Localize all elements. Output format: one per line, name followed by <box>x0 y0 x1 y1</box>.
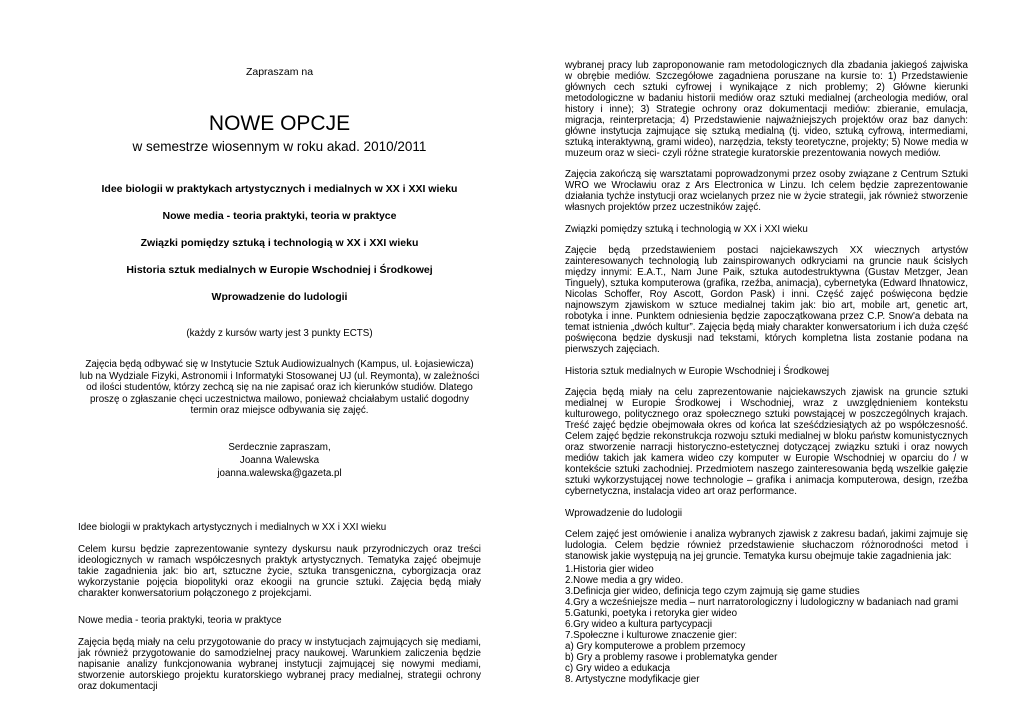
workshop-note: Zajęcia zakończą się warsztatami poprowadzonymi przez osoby związane z Centrum Sztuki WRO we Wrocławiu oraz z Ars Electronica w Linzu. Ich celem będzie zaprezentowanie działania tychże instytucji oraz wcielanych przez nie w życie strategii, jak również stworzenie własnych projektów przez uczestników zajęć. <box>565 169 968 213</box>
ludology-topic: 5.Gatunki, poetyka i retoryka gier wideo <box>565 608 738 619</box>
course-heading-art-technology: Związki pomiędzy sztuką i technologią w XX i XXI wieku <box>140 237 419 249</box>
email-address: joanna.walewska@gazeta.pl <box>217 467 342 479</box>
section-media-history-heading: Historia sztuk medialnych w Europie Wschodniej i Środkowej <box>565 366 830 377</box>
course-heading-ludology: Wprowadzenie do ludologii <box>211 291 348 303</box>
right-column <box>565 0 968 725</box>
ludology-topic: 7.Społeczne i kulturowe znaczenie gier: <box>565 630 738 641</box>
ludology-topic: c) Gry wideo a edukacja <box>565 663 671 674</box>
closing-line: Serdecznie zapraszam, <box>228 441 331 453</box>
section-new-media-heading: Nowe media - teoria praktyki, teoria w praktyce <box>78 614 282 626</box>
left-column <box>78 0 481 725</box>
location-note: Zajęcia będą odbywać się w Instytucie Sztuk Audiowizualnych (Kampus, ul. Łojasiewicza) lub na Wydziale Fizyki, Astronomii i Informatyki Stosowanej UJ (ul. Reymonta), w zależności od ilości studentów, którzy zechcą się na nie zapisać oraz ich kierunków studiów. Dlatego proszę o zgłaszanie chęci uczestnictwa mailowo, ponieważ chciałabym ustalić dogodny termin oraz miejsce odbywania się zajęć. <box>79 359 480 416</box>
ludology-topic: 3.Definicja gier wideo, definicja tego czym zajmują się game studies <box>565 586 860 597</box>
ludology-topic: 1.Historia gier wideo <box>565 564 654 575</box>
ludology-topic: 8. Artystyczne modyfikacje gier <box>565 674 700 685</box>
ludology-topic: a) Gry komputerowe a problem przemocy <box>565 641 746 652</box>
ludology-topic: b) Gry a problemy rasowe i problematyka gender <box>565 652 778 663</box>
section-biology-heading: Idee biologii w praktykach artystycznych i medialnych w XX i XXI wieku <box>78 521 387 533</box>
document-title: NOWE OPCJE <box>208 112 351 135</box>
section-ludology-body: Celem zajęć jest omówienie i analiza wybranych zjawisk z zakresu badań, jakimi zajmuje się ludologia. Celem będzie również przedstawienie słuchaczom różnorodności metod i stanowisk jakie występują na jej gruncie. Tematyka kursu obejmuje takie zagadnienia jak: <box>565 529 968 562</box>
course-heading-biology: Idee biologii w praktykach artystycznych i medialnych w XX i XXI wieku <box>101 183 458 195</box>
section-new-media <box>78 615 481 692</box>
invitation-intro: Zapraszam na <box>245 66 314 78</box>
signature: Joanna Walewska <box>239 454 320 466</box>
course-heading-list <box>78 182 481 304</box>
section-media-history-body: Zajęcia będą miały na celu zaprezentowanie najciekawszych zjawisk na gruncie sztuki medialnej w Europie Środkowej i Wschodniej, wraz z uwzględnieniem kontekstu kulturowego, politycznego oraz społecznego sztuki powstającej w poszczególnych krajach. Treść zajęć będzie obejmowała okres od końca lat sześćdziesiątych aż po współczesność. Celem zajęć będzie rekonstrukcja rozwoju sztuki medialnej w bloku państw komunistycznych oraz stworzenie narracji historyczno-estetycznej dotyczącej związku sztuki i oraz nowych mediów takich jak kamera wideo czy komputer w Europie Wschodniej w oparciu do / w kontekście sztuki zachodniej. Przedmiotem naszego zainteresowania będą wszelkie gałęzie sztuki wykorzystującej nowe technologie – grafika i animacja komputerowa, design, rzeźba cybernetyczna, instalacja video art oraz performance. <box>565 387 968 497</box>
ludology-topic-list <box>565 564 968 685</box>
section-art-technology-body: Zajęcie będą przedstawieniem postaci najciekawszych XX wiecznych artystów zainteresowanych technologią lub zainspirowanych odkryciami na gruncie nauk ścisłych między innymi: E.A.T., Nam June Paik, sztuka autodestruktywna (Gustav Metzger, Jean Tinguely), sztuka komputerowa (grafika, rzeźba, animacja), cybernetyka (Edward Ihnatowicz, Nicolas Schoffer, Roy Ascott, Gordon Pask) i inni. Część zajęć poświęcona będzie najnowszym zjawiskom w sztuce medialnej takim jak: bio art, mobile art, genetic art, robotyka i inne. Punktem odniesienia będzie zapoczątkowana przez C.P. Snow'a debata na temat istnienia „dwóch kultur”. Zajęcia będą miały charakter konwersatorium i ich duża część poświęcona będzie dyskusji nad tekstami, których kompletna lista zostanie podana na pierwszych zajęciach. <box>565 245 968 355</box>
section-art-technology <box>565 224 968 355</box>
section-art-technology-heading: Związki pomiędzy sztuką i technologią w XX i XXI wieku <box>565 224 808 235</box>
ludology-topic: 4.Gry a wcześniejsze media – nurt narratorologiczny i ludologiczny w badaniach nad grami <box>565 597 959 608</box>
ludology-topic: 2.Nowe media a gry wideo. <box>565 575 684 586</box>
ects-note: (każdy z kursów warty jest 3 punkty ECTS) <box>186 328 373 339</box>
document-subtitle: w semestrze wiosennym w roku akad. 2010/2011 <box>132 139 427 154</box>
course-heading-new-media: Nowe media - teoria praktyki, teoria w praktyce <box>162 210 397 222</box>
section-ludology-heading: Wprowadzenie do ludologii <box>565 508 683 519</box>
section-biology <box>78 522 481 599</box>
section-biology-body: Celem kursu będzie zaprezentowanie syntezy dyskursu nauk przyrodniczych oraz treści ideologicznych w ramach współczesnych praktyk artystycznych. Tematyka zajęć obejmuje takie zagadnienia jak: bio art, sztuczne życie, sztuka transgeniczna, cyborgizacja oraz wykorzystanie pojęcia biopolityki oraz ekoogii na gruncie sztuki. Zajęcia będą miały charakter konwersatorium połączonego z projekcjami. <box>78 543 481 599</box>
new-media-body-continuation: wybranej pracy lub zaproponowanie ram metodologicznych dla zbadania jakiegoś zajwiska w obrębie mediów. Szczegółowe zagadniena poruszane na kursie to: 1) Przedstawienie głównych cech sztuki cyfrowej i wynikające z nich problemy; 2) Główne kierunki metodologiczne w badaniu historii mediów oraz sztuki medialnej (archeologia mediów, oral history i inne); 3) Strategie ochrony oraz dokumentacji mediów: zbieranie, emulacja, migracja, reinterpretacja; 4) Przedstawienie najważniejszych projektów oraz baz danych: główne instytucja zajmujące się sztuką medialną (tj. video, sztuką cyfrową, intermediami, sztuką interaktywną, grami wideo), narzędzia, teksty teoretyczne, projekty; 5) Nowe media w muzeum oraz w sieci- czyli różne strategie kuratorskie prezentowania nowych mediów. <box>565 60 968 159</box>
section-ludology <box>565 508 968 562</box>
section-media-history <box>565 366 968 497</box>
ludology-topic: 6.Gry wideo a kultura partycypacji <box>565 619 713 630</box>
course-heading-media-history: Historia sztuk medialnych w Europie Wschodniej i Środkowej <box>126 264 433 276</box>
section-new-media-body: Zajęcia będą miały na celu przygotowanie do pracy w instytucjach zajmujących się mediami, jak również przygotowanie do samodzielnej pracy naukowej. Warunkiem zaliczenia będzie napisanie analizy funkcjonowania wybranej instytucji zajmującej się nowymi mediami, stworzenie autorskiego projektu kuratorskiego wybranej pracy medialnej, strategii ochrony oraz dokumentacji <box>78 636 481 692</box>
closing-block <box>78 441 481 480</box>
